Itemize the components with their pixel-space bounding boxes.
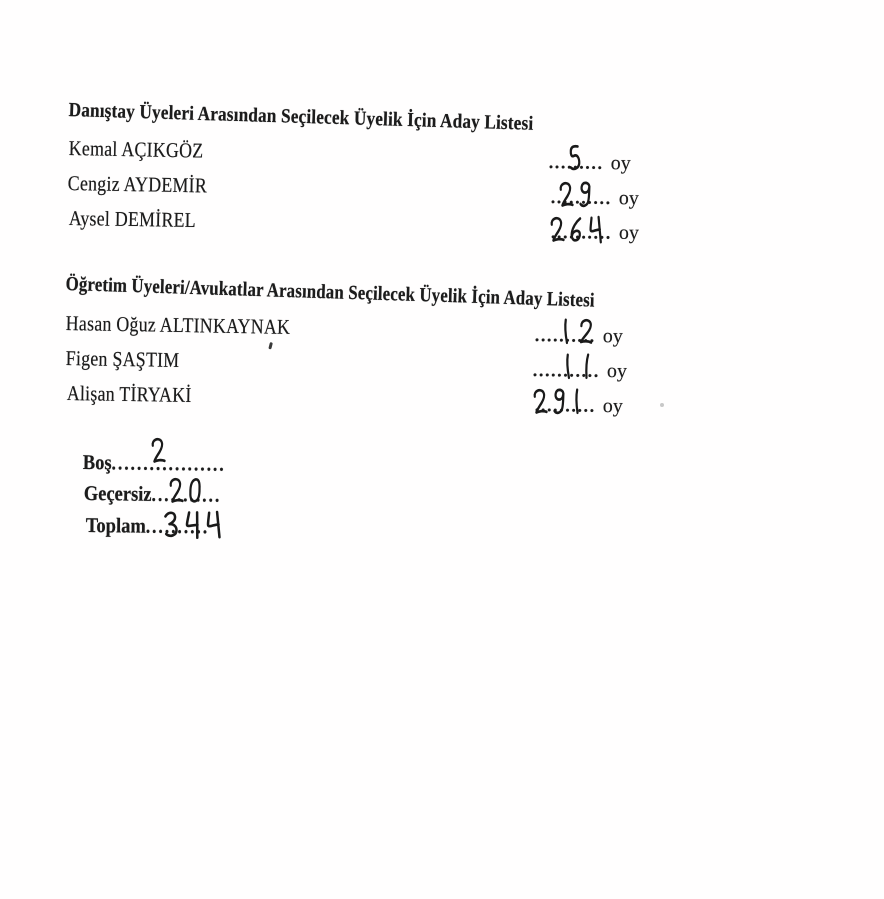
vote-unit-label: oy (618, 221, 639, 244)
candidate-name: Figen ŞAŞTIM (65, 346, 180, 372)
vote-unit-label: oy (602, 394, 623, 418)
handwritten-vote-count (549, 214, 603, 244)
handwritten-summary-value (162, 509, 222, 539)
scan-speck (660, 403, 664, 407)
summary-label: Geçersiz (83, 481, 152, 506)
candidate-name: Kemal AÇIKGÖZ (68, 136, 204, 163)
scan-speck (268, 342, 273, 350)
handwritten-vote-count (532, 386, 586, 416)
candidate-name: Hasan Oğuz ALTINKAYNAK (65, 311, 291, 339)
vote-line (549, 151, 631, 175)
dotted-leader: ......... (548, 151, 604, 173)
handwritten-vote-count (561, 351, 596, 381)
dotted-leader: .................. (111, 452, 226, 476)
dotted-leader: .......... (550, 186, 612, 209)
section-title-danistay: Danıştay Üyeleri Arasından Seçilecek Üyelik İçin Aday Listesi (68, 99, 534, 135)
dotted-leader: ........... (151, 483, 222, 507)
dotted-leader: .......... (534, 394, 596, 416)
summary-label: Toplam (85, 513, 146, 538)
dotted-leader: .......... (145, 515, 210, 539)
dotted-leader: ........... (532, 359, 601, 381)
summary-label: Boş (82, 450, 112, 475)
handwritten-summary-value (168, 475, 203, 505)
dotted-leader: .......... (534, 324, 596, 346)
dotted-leader: .......... (550, 221, 612, 243)
handwritten-summary-value (150, 435, 166, 465)
candidate-name: Cengiz AYDEMİR (67, 171, 208, 198)
handwritten-vote-count (558, 179, 593, 209)
vote-unit-label: oy (606, 360, 628, 383)
candidate-name: Aysel DEMİREL (68, 206, 197, 232)
section-title-ogretim: Öğretim Üyeleri/Avukatlar Arasından Seçilecek Üyelik İçin Aday Listesi (65, 273, 596, 312)
handwritten-vote-count (559, 316, 594, 346)
candidate-name: Alişan TİRYAKİ (66, 381, 192, 407)
vote-unit-label: oy (602, 325, 623, 348)
vote-unit-label: oy (610, 152, 631, 175)
vote-unit-label: oy (618, 187, 639, 210)
handwritten-vote-count (566, 143, 582, 173)
